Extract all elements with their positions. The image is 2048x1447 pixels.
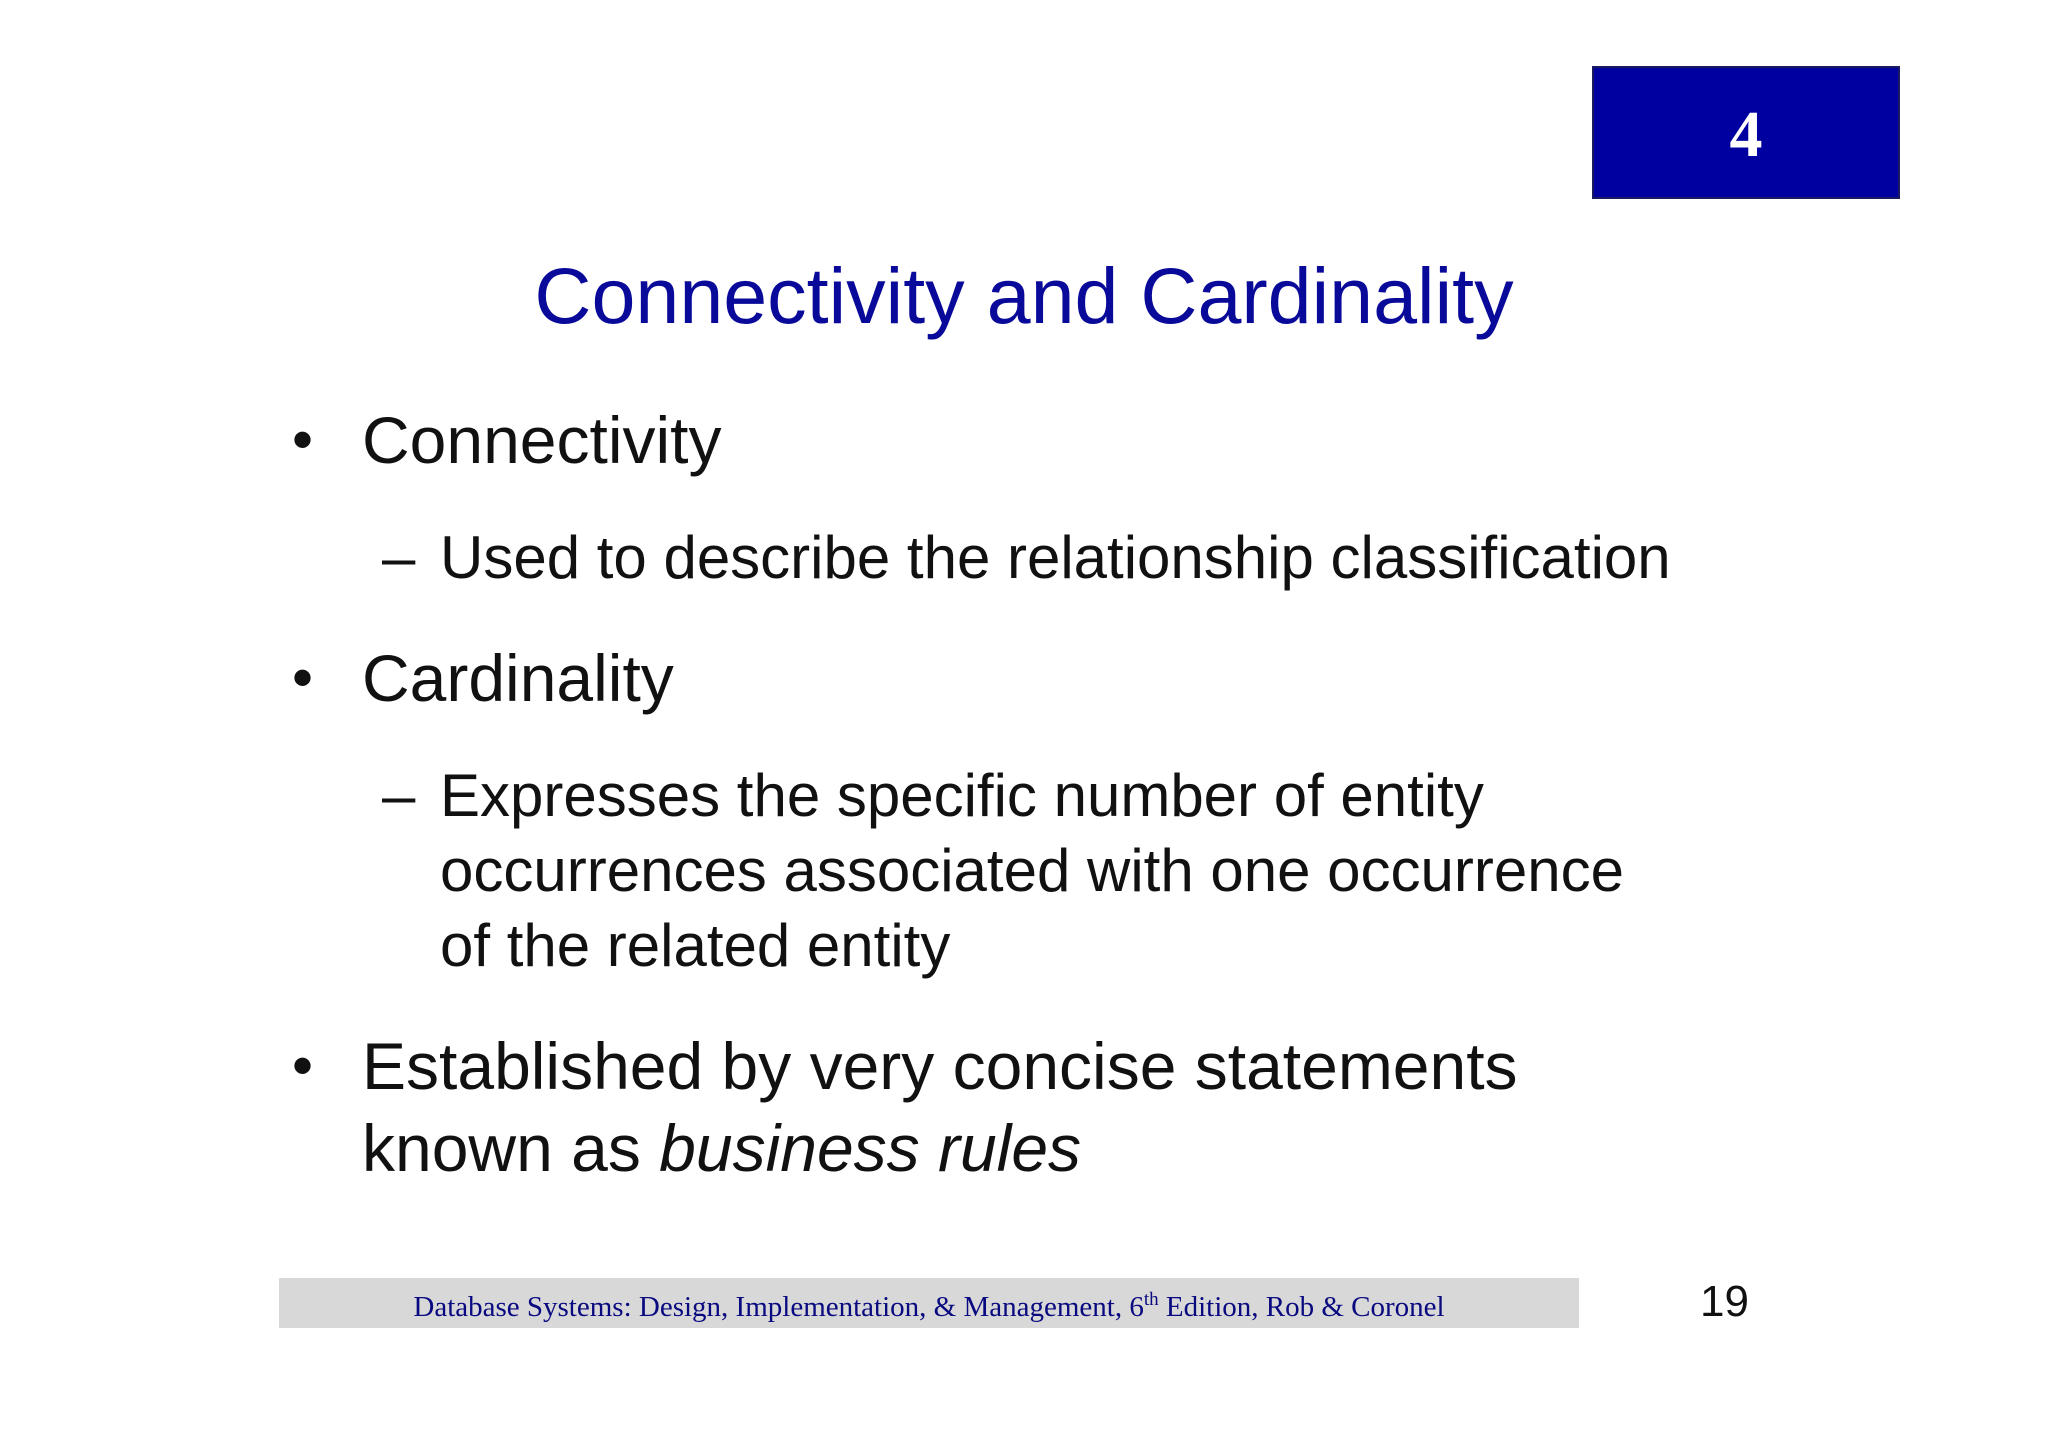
bullet-marker: • (292, 1032, 314, 1099)
dash-marker: – (382, 524, 416, 591)
bullet-marker: • (292, 406, 314, 473)
business-rules-plain-text: known as (362, 1111, 660, 1185)
page-number: 19 (1700, 1277, 1749, 1326)
sub-bullet-cardinality-line-2: occurrences associated with one occurrence (440, 837, 1624, 904)
bullet-business-rules-line-2 (362, 1106, 1081, 1190)
bullet-connectivity: Connectivity (362, 403, 722, 477)
footer-superscript: th (1143, 1289, 1159, 1310)
bullet-business-rules-line-1: Established by very concise statements (362, 1029, 1518, 1103)
footer-text-after: Edition, Rob & Coronel (1158, 1291, 1445, 1323)
business-rules-italic-term: business rules (659, 1111, 1082, 1185)
slide-title: Connectivity and Cardinality (534, 251, 1514, 340)
sub-bullet-cardinality-line-1: Expresses the specific number of entity (440, 762, 1484, 829)
footer-text-before: Database Systems: Design, Implementation, & Management, 6 (413, 1291, 1144, 1323)
dash-marker: – (382, 762, 416, 829)
chapter-number: 4 (1729, 97, 1763, 171)
bullet-cardinality: Cardinality (362, 641, 674, 715)
footer-citation (279, 1278, 1579, 1328)
sub-bullet-cardinality-line-3: of the related entity (440, 912, 951, 979)
bullet-marker: • (292, 644, 314, 711)
sub-bullet-connectivity: Used to describe the relationship classification (440, 524, 1671, 591)
